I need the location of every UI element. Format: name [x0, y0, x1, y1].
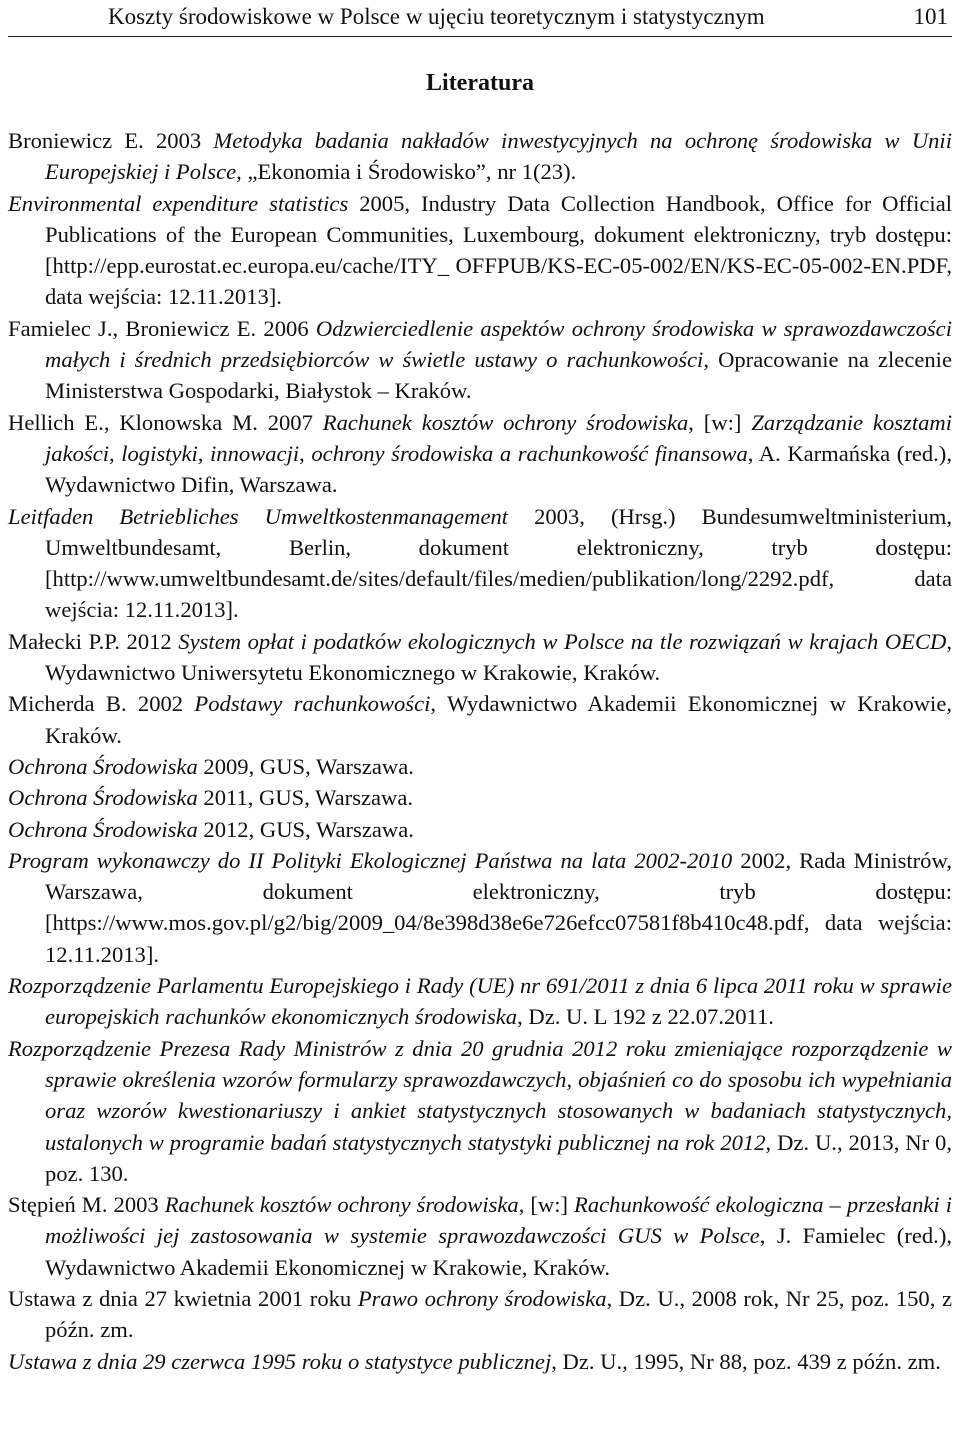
reference-entry: Ustawa z dnia 27 kwietnia 2001 roku Prawo ochrony środowiska, Dz. U., 2008 rok, Nr 25, poz. 150, z późn. zm.	[8, 1285, 952, 1343]
section-heading: Literatura	[426, 70, 534, 96]
reference-entry: Ustawa z dnia 29 czerwca 1995 roku o statystyce publicznej, Dz. U., 1995, Nr 88, poz. 439 z późn. zm.	[8, 1348, 941, 1374]
reference-list	[8, 125, 952, 1377]
reference-entry: Ochrona Środowiska 2012, GUS, Warszawa.	[8, 816, 414, 842]
reference-entry: Environmental expenditure statistics 2005, Industry Data Collection Handbook, Office for Official Publications of the European Communities, Luxembourg, dokument elektroniczny, tryb dostępu: [http://epp.eurostat.ec.europa.eu/cache/ITY_ OFFPUB/KS-EC-05-002/EN/KS-EC-05-002-EN.PDF, data wejścia: 12.11.2013].	[8, 190, 953, 310]
reference-entry: Leitfaden Betriebliches Umweltkostenmanagement 2003, (Hrsg.) Bundesumweltministerium, Umweltbundesamt, Berlin, dokument elektroniczny, tryb dostępu: [http://www.umweltbundesamt.de/sites/default/files/medien/publikation/long/2292.pdf, data wejścia: 12.11.2013].	[8, 503, 952, 623]
reference-entry: Rozporządzenie Prezesa Rady Ministrów z dnia 20 grudnia 2012 roku zmieniające rozporządzenie w sprawie określenia wzorów formularzy sprawozdawczych, objaśnień co do sposobu ich wypełniania oraz wzorów kwestionariuszy i ankiet statystycznych stosowanych w badaniach statystycznych, ustalonych w programie badań statystycznych statystyki publicznej na rok 2012, Dz. U., 2013, Nr 0, poz. 130.	[8, 1035, 952, 1186]
reference-entry: Program wykonawczy do II Polityki Ekologicznej Państwa na lata 2002-2010 2002, Rada Ministrów, Warszawa, dokument elektroniczny, tryb dostępu: [https://www.mos.gov.pl/g2/big/2009_04/8e398d38e6e726efcc07581f8b410c48.pdf, data wejścia: 12.11.2013].	[8, 847, 952, 967]
reference-entry: Ochrona Środowiska 2011, GUS, Warszawa.	[8, 785, 414, 811]
reference-entry: Micherda B. 2002 Podstawy rachunkowości, Wydawnictwo Akademii Ekonomicznej w Krakowie, Kraków.	[8, 691, 953, 748]
running-title: Koszty środowiskowe w Polsce w ujęciu teoretycznym i statystycznym	[108, 4, 765, 29]
reference-entry: Stępień M. 2003 Rachunek kosztów ochrony środowiska, [w:] Rachunkowość ekologiczna – przesłanki i możliwości jej zastosowania w systemie sprawozdawczości GUS w Polsce, J. Famielec (red.), Wydawnictwo Akademii Ekonomicznej w Krakowie, Kraków.	[8, 1192, 952, 1280]
reference-entry: Famielec J., Broniewicz E. 2006 Odzwierciedlenie aspektów ochrony środowiska w sprawozdawczości małych i średnich przedsiębiorców w świetle ustawy o rachunkowości, Opracowanie na zlecenie Ministerstwa Gospodarki, Białystok – Kraków.	[8, 315, 952, 404]
reference-entry: Ochrona Środowiska 2009, GUS, Warszawa.	[8, 753, 414, 779]
reference-entry: Małecki P.P. 2012 System opłat i podatków ekologicznych w Polsce na tle rozwiązań w krajach OECD, Wydawnictwo Uniwersytetu Ekonomicznego w Krakowie, Kraków.	[8, 628, 953, 686]
running-header	[8, 0, 952, 37]
reference-entry: Rozporządzenie Parlamentu Europejskiego i Rady (UE) nr 691/2011 z dnia 6 lipca 2011 roku w sprawie europejskich rachunków ekonomicznych środowiska, Dz. U. L 192 z 22.07.2011.	[8, 973, 952, 1030]
page-number: 101	[913, 4, 948, 29]
reference-entry: Hellich E., Klonowska M. 2007 Rachunek kosztów ochrony środowiska, [w:] Zarządzanie kosztami jakości, logistyki, innowacji, ochrony środowiska a rachunkowość finansowa, A. Karmańska (red.), Wydawnictwo Difin, Warszawa.	[8, 409, 953, 498]
reference-entry: Broniewicz E. 2003 Metodyka badania nakładów inwestycyjnych na ochronę środowiska w Unii Europejskiej i Polsce, „Ekonomia i Środowisko”, nr 1(23).	[8, 128, 952, 185]
